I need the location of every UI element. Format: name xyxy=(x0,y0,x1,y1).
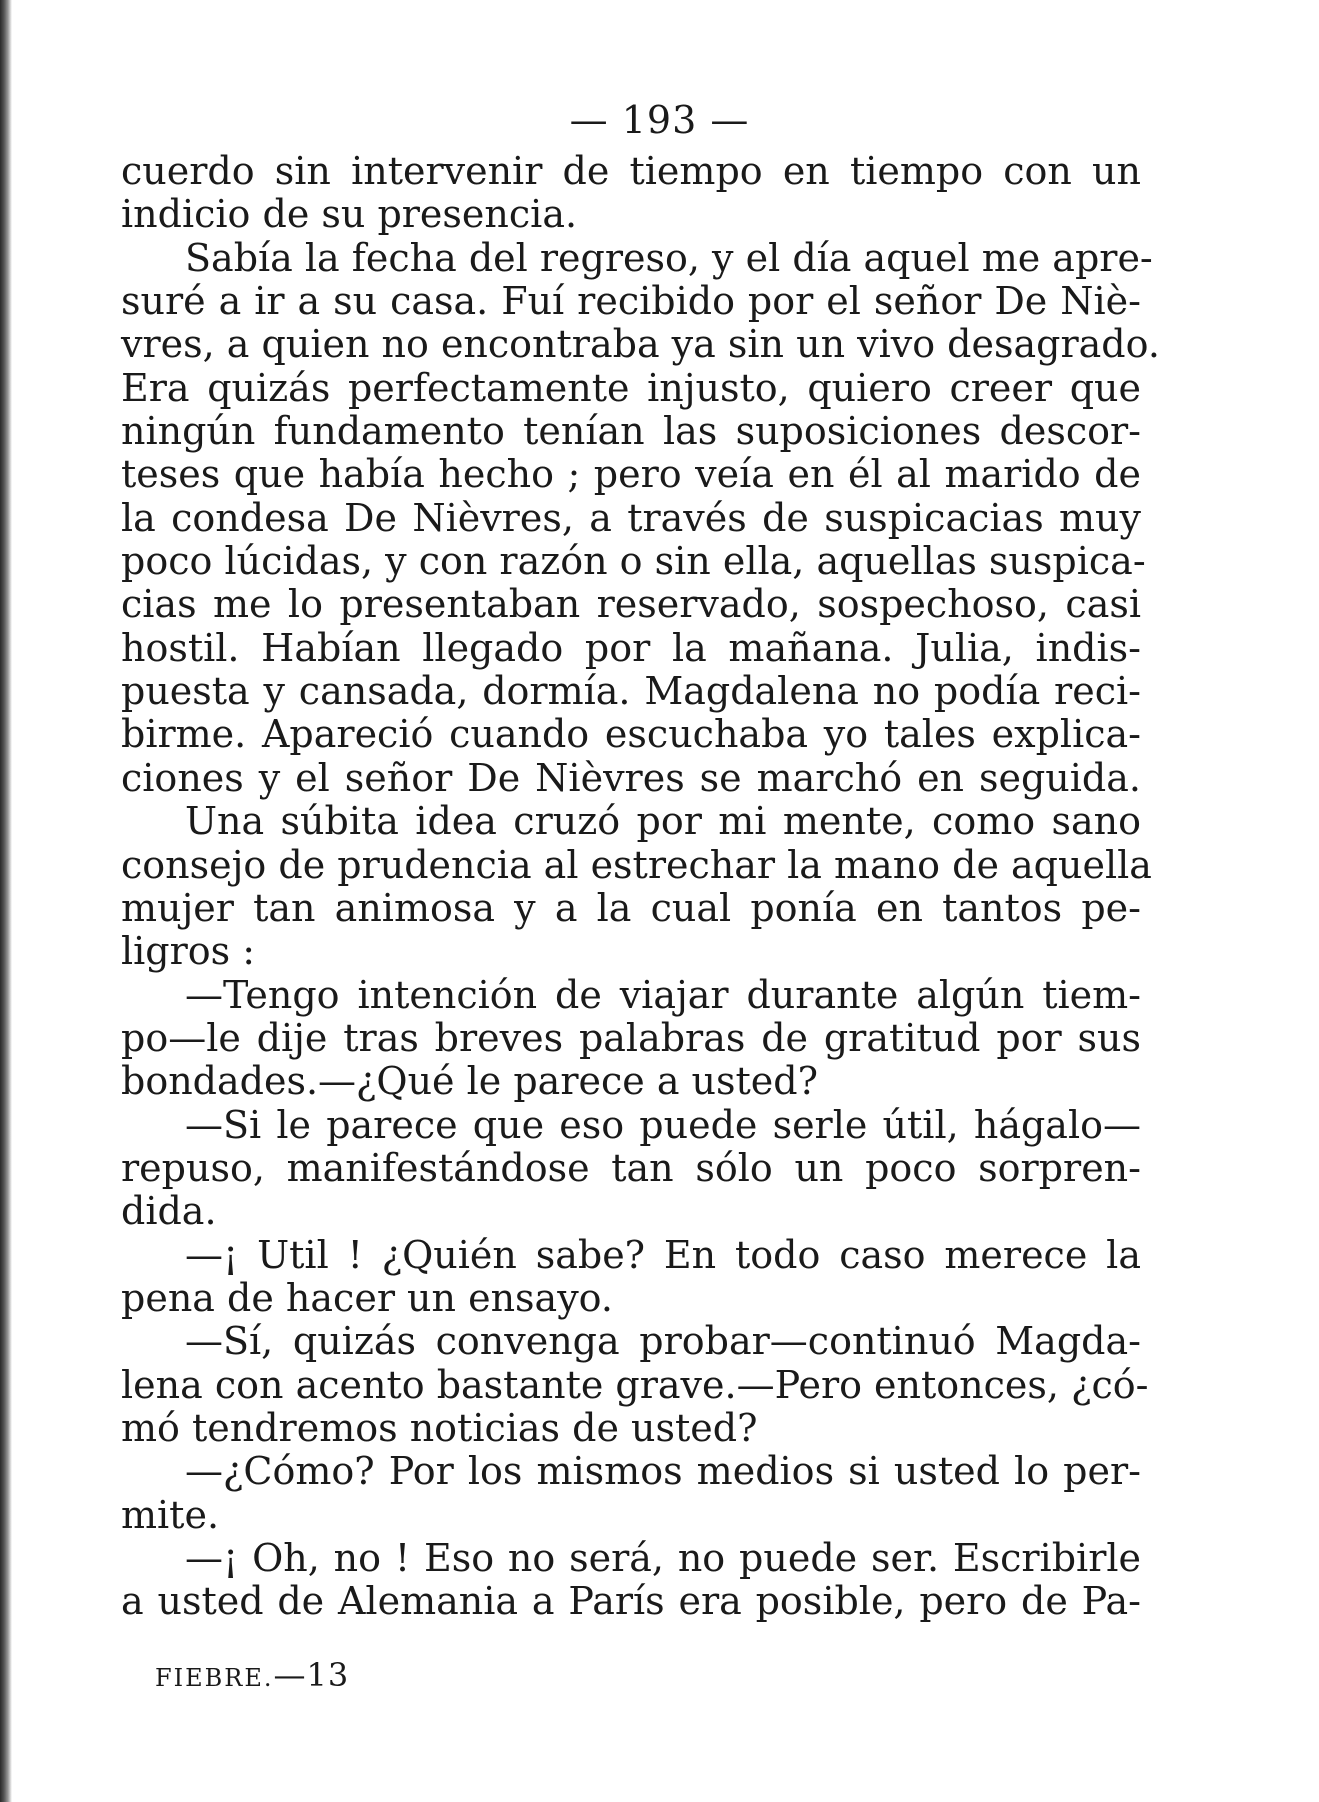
text-line: vres, a quien no encontraba ya sin un vivo desagrado. xyxy=(121,322,1160,367)
page-binding-edge xyxy=(0,0,12,1802)
text-line: dida. xyxy=(121,1189,217,1234)
text-line: mó tendremos noticias de usted? xyxy=(121,1405,758,1450)
text-line: indicio de su presencia. xyxy=(121,192,578,237)
text-line: ningún fundamento tenían las suposiciones descor- xyxy=(121,409,1141,454)
text-line: repuso, manifestándose tan sólo un poco sorpren- xyxy=(121,1145,1141,1190)
text-line: —Sí, quizás convenga probar—continuó Magda- xyxy=(185,1319,1141,1364)
text-line: birme. Apareció cuando escuchaba yo tales explica- xyxy=(121,712,1141,757)
text-line: Era quizás perfectamente injusto, quiero creer que xyxy=(121,365,1141,410)
text-line: lena con acento bastante grave.—Pero entonces, ¿có- xyxy=(121,1362,1149,1407)
text-line: —¡ Oh, no ! Eso no será, no puede ser. Escribirle xyxy=(185,1536,1141,1580)
text-line: suré a ir a su casa. Fuí recibido por el señor De Niè- xyxy=(121,279,1141,324)
text-line: puesta y cansada, dormía. Magdalena no podía reci- xyxy=(121,669,1141,714)
printer-signature xyxy=(155,1656,349,1694)
text-line: —Si le parece que eso puede serle útil, hágalo— xyxy=(185,1102,1141,1147)
text-line: —Tengo intención de viajar durante algún tiem- xyxy=(185,972,1141,1017)
text-line: mite. xyxy=(121,1492,220,1537)
signature-number: —13 xyxy=(273,1656,350,1694)
text-line: cuerdo sin intervenir de tiempo en tiempo con un xyxy=(121,149,1141,193)
text-line: ciones y el señor De Nièvres se marchó en seguida. xyxy=(121,755,1141,800)
text-line: la condesa De Nièvres, a través de suspicacias muy xyxy=(121,495,1141,540)
page-number: — 193 — xyxy=(569,98,750,142)
text-line: Sabía la fecha del regreso, y el día aquel me apre- xyxy=(185,235,1153,280)
text-line: teses que había hecho ; pero veía en él al marido de xyxy=(121,452,1141,497)
text-line: Una súbita idea cruzó por mi mente, como sano xyxy=(185,799,1141,844)
signature-word: FIEBRE. xyxy=(155,1664,274,1692)
text-line: hostil. Habían llegado por la mañana. Julia, indis- xyxy=(121,625,1141,670)
text-line: a usted de Alemania a París era posible, pero de Pa- xyxy=(121,1579,1141,1624)
text-line: cias me lo presentaban reservado, sospechoso, casi xyxy=(121,582,1141,627)
text-line: —¡ Util ! ¿Quién sabe? En todo caso merece la xyxy=(185,1232,1141,1277)
text-line: po—le dije tras breves palabras de gratitud por sus xyxy=(121,1015,1141,1060)
text-line: —¿Cómo? Por los mismos medios si usted lo per- xyxy=(185,1449,1141,1494)
text-line: mujer tan animosa y a la cual ponía en tantos pe- xyxy=(121,885,1141,930)
body-text xyxy=(121,149,1160,1624)
text-line: poco lúcidas, y con razón o sin ella, aquellas suspica- xyxy=(121,539,1146,584)
text-line: bondades.—¿Qué le parece a usted? xyxy=(121,1059,818,1104)
text-line: consejo de prudencia al estrechar la mano de aquella xyxy=(121,842,1152,887)
text-line: pena de hacer un ensayo. xyxy=(121,1275,613,1320)
text-line: ligros : xyxy=(121,929,256,974)
